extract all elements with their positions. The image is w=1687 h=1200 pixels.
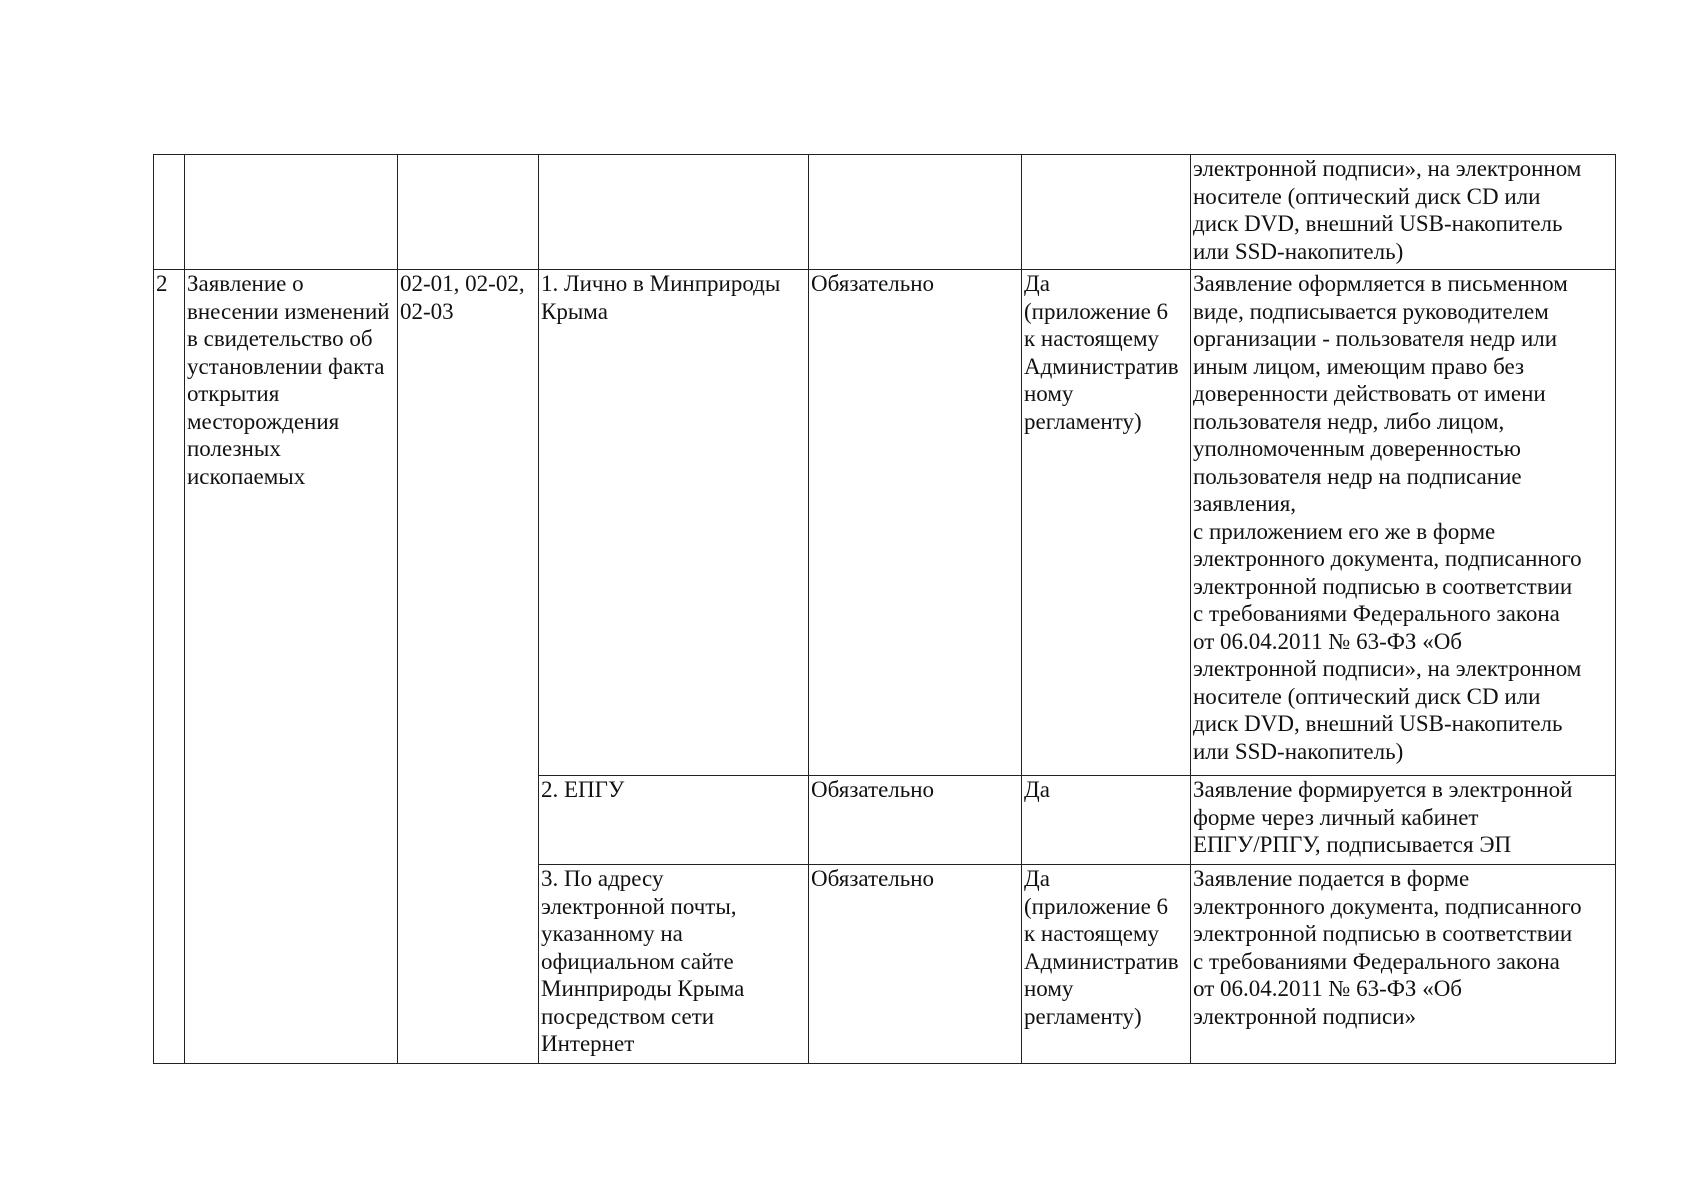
cell-requirement — [809, 155, 1022, 270]
cell-method: 2. ЕПГУ — [539, 776, 809, 865]
cell-template: Да (приложение 6 к настоящему Административ ному регламенту) — [1022, 865, 1191, 1064]
cell-code — [398, 155, 539, 270]
cell-method: 1. Лично в Минприроды Крыма — [539, 270, 809, 776]
cell-code: 02-01, 02-02, 02-03 — [398, 270, 539, 1064]
cell-requirement: Обязательно — [809, 865, 1022, 1064]
cell-method — [539, 155, 809, 270]
cell-template: Да — [1022, 776, 1191, 865]
cell-document-name — [185, 155, 398, 270]
cell-requirement: Обязательно — [809, 270, 1022, 776]
cell-number: 2 — [154, 270, 185, 1064]
table-row — [154, 270, 1616, 776]
cell-document-name: Заявление о внесении изменений в свидетельство об установлении факта открытия месторождения полезных ископаемых — [185, 270, 398, 1064]
cell-description: электронной подписи», на электронном носителе (оптический диск CD или диск DVD, внешний USB-накопитель или SSD-накопитель) — [1191, 155, 1616, 270]
document-table — [153, 154, 1616, 1064]
cell-template: Да (приложение 6 к настоящему Административ ному регламенту) — [1022, 270, 1191, 776]
cell-description: Заявление оформляется в письменном виде, подписывается руководителем организации - пользователя недр или иным лицом, имеющим право без доверенности действовать от имени пользователя недр, либо лицом, уполномоченным доверенностью пользователя недр на подписание заявления, с приложением его же в форме электронного документа, подписанного электронной подписью в соответствии с требованиями Федерального закона от 06.04.2011 № 63-ФЗ «Об электронной подписи», на электронном носителе (оптический диск CD или диск DVD, внешний USB-накопитель или SSD-накопитель) — [1191, 270, 1616, 776]
cell-number — [154, 155, 185, 270]
cell-description: Заявление подается в форме электронного документа, подписанного электронной подписью в соответствии с требованиями Федерального закона от 06.04.2011 № 63-ФЗ «Об электронной подписи» — [1191, 865, 1616, 1064]
cell-requirement: Обязательно — [809, 776, 1022, 865]
cell-method: 3. По адресу электронной почты, указанному на официальном сайте Минприроды Крыма посредством сети Интернет — [539, 865, 809, 1064]
cell-template — [1022, 155, 1191, 270]
table-row — [154, 155, 1616, 270]
cell-description: Заявление формируется в электронной форме через личный кабинет ЕПГУ/РПГУ, подписывается ЭП — [1191, 776, 1616, 865]
